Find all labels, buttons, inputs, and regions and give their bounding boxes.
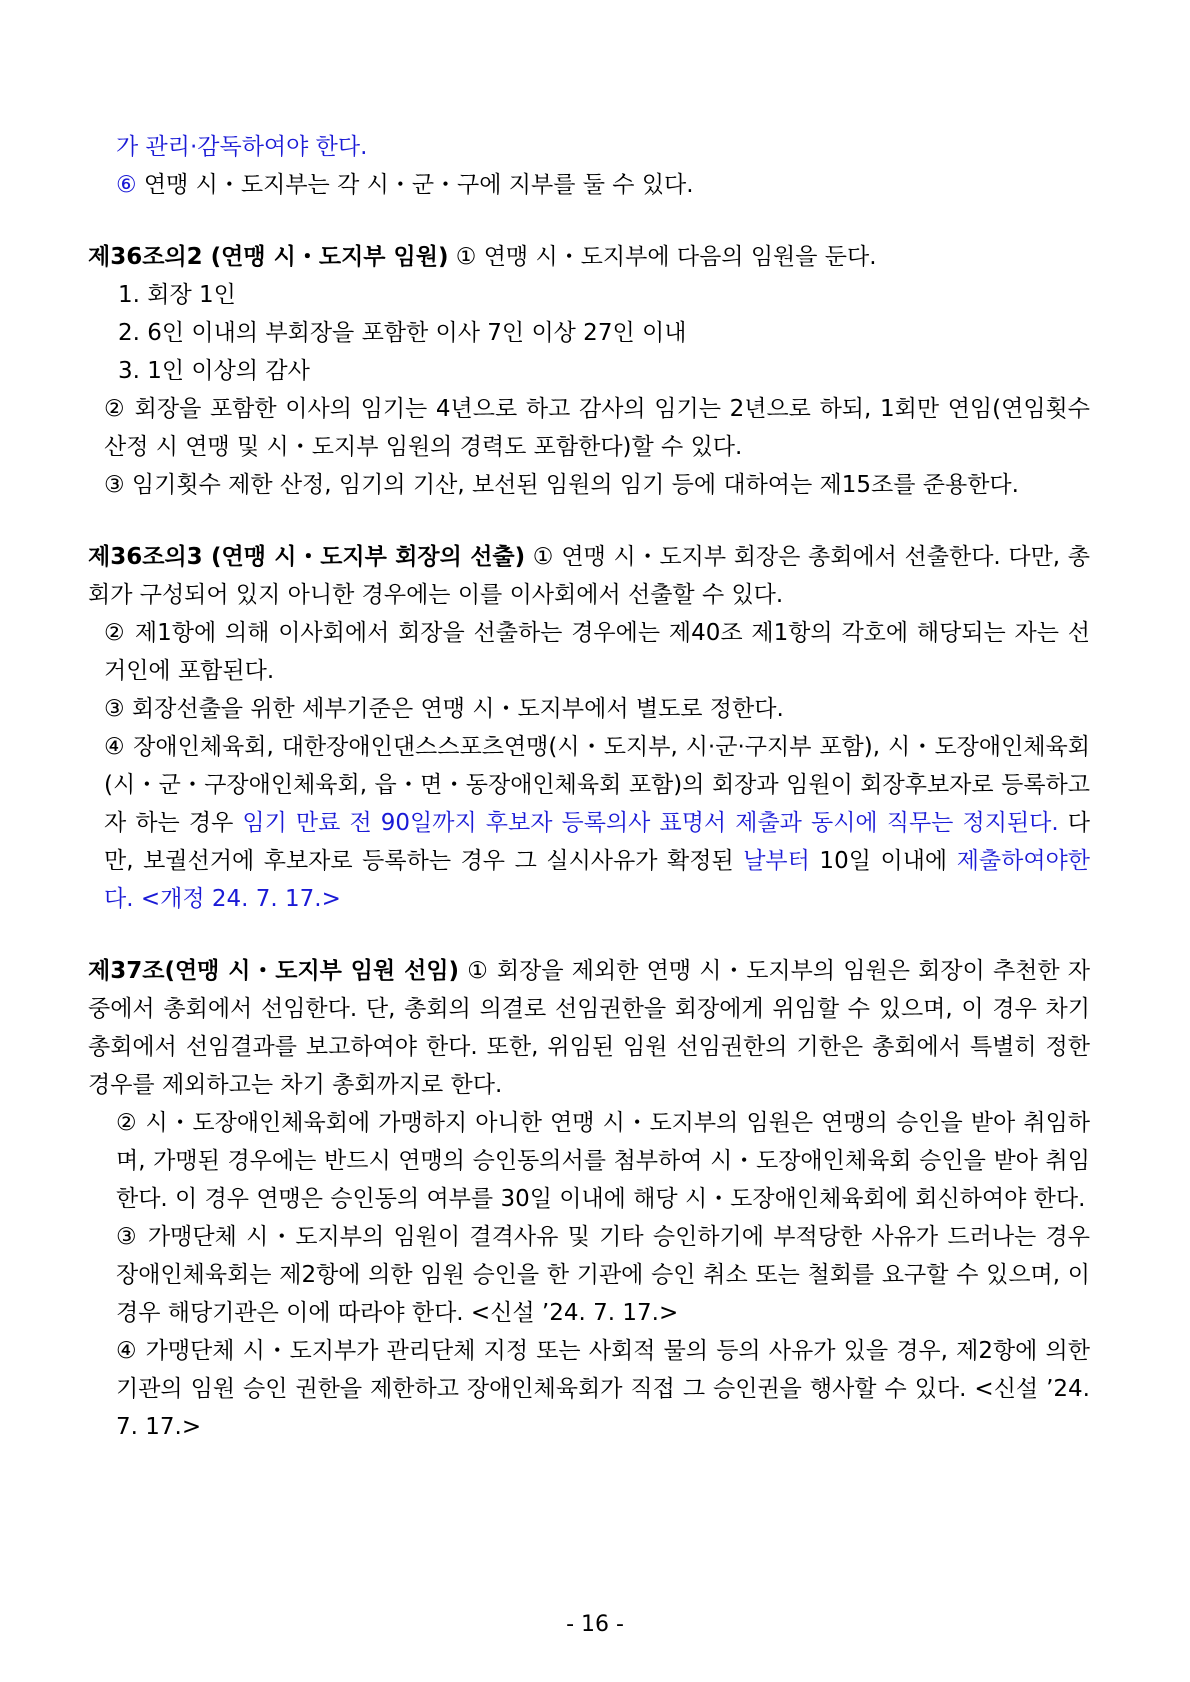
amended-text: 임기 만료 전 90일까지 후보자 등록의사 표명서 제출과 동시에 직무는 정지된다. — [242, 810, 1059, 836]
clause-2: ② 시・도장애인체육회에 가맹하지 아니한 연맹 시・도지부의 임원은 연맹의 승인을 받아 취임하며, 가맹된 경우에는 반드시 연맹의 승인동의서를 첨부하여 시・도장애인체육회 승인을 받아 취임한다. 이 경우 연맹은 승인동의 여부를 30일 이내에 해당 시・도장애인체육회에 회신하여야 한다. — [116, 1110, 1090, 1212]
amended-text: 날부터 — [743, 848, 810, 874]
article-lead — [88, 238, 1090, 276]
continued-line: 가 관리·감독하여야 한다. — [116, 134, 368, 160]
clause-2: ② 회장을 포함한 이사의 임기는 4년으로 하고 감사의 임기는 2년으로 하되, 1회만 연임(연임횟수 산정 시 연맹 및 시・도지부 임원의 경력도 포함한다)할 수 있다. — [104, 396, 1090, 460]
clause-4: ④ 가맹단체 시・도지부가 관리단체 지정 또는 사회적 물의 등의 사유가 있을 경우, 제2항에 의한 기관의 임원 승인 권한을 제한하고 장애인체육회가 직접 그 승인권을 행사할 수 있다. <신설 ’24. 7. 17.> — [116, 1338, 1090, 1440]
paragraph-6 — [88, 166, 1090, 204]
article-heading: 제36조의2 (연맹 시・도지부 임원) — [88, 244, 449, 270]
list-item: 3. 1인 이상의 감사 — [118, 358, 310, 384]
para-number: ⑥ — [116, 172, 137, 198]
clause-2: ② 제1항에 의해 이사회에서 회장을 선출하는 경우에는 제40조 제1항의 각호에 해당되는 자는 선거인에 포함된다. — [104, 620, 1090, 684]
article-lead-text: ① 연맹 시・도지부 회장은 총회에서 선출한다. 다만, 총회가 구성되어 있지 아니한 경우에는 이를 이사회에서 선출할 수 있다. — [88, 544, 1090, 608]
article-lead — [88, 538, 1090, 614]
clause-text: 다만, 보궐선거에 후보자로 등록하는 경우 그 실시사유가 확정된 — [104, 810, 1091, 874]
clause-3: ③ 가맹단체 시・도지부의 임원이 결격사유 및 기타 승인하기에 부적당한 사유가 드러나는 경우 장애인체육회는 제2항에 의한 임원 승인을 한 기관에 승인 취소 또는 철회를 요구할 수 있으며, 이 경우 해당기관은 이에 따라야 한다. <신설 ’24. 7. 17.> — [116, 1224, 1090, 1326]
clause-text: 10일 이내에 — [809, 848, 957, 874]
clause-text: ④ 장애인체육회, 대한장애인댄스스포츠연맹(시・도지부, 시·군·구지부 포함), 시・도장애인체육회(시・군・구장애인체육회, 읍・면・동장애인체육회 포함)의 회장과 임원이 회장후보자로 등록하고자 하는 경우 — [104, 734, 1090, 836]
list-item: 2. 6인 이내의 부회장을 포함한 이사 7인 이상 27인 이내 — [118, 320, 687, 346]
article-lead — [88, 952, 1090, 1104]
clause-3: ③ 임기횟수 제한 산정, 임기의 기산, 보선된 임원의 임기 등에 대하여는 제15조를 준용한다. — [104, 472, 1019, 498]
para-text: 연맹 시・도지부는 각 시・군・구에 지부를 둘 수 있다. — [136, 172, 694, 198]
amended-text: 제출하여야한다. <개정 24. 7. 17.> — [104, 848, 1090, 912]
page-number: - 16 - — [566, 1612, 624, 1637]
article-36-2 — [88, 238, 1090, 504]
article-heading: 제37조(연맹 시・도지부 임원 선임) — [88, 958, 460, 984]
clause-4 — [88, 728, 1090, 918]
list-item: 1. 회장 1인 — [118, 282, 236, 308]
article-lead-text: ① 연맹 시・도지부에 다음의 임원을 둔다. — [448, 244, 877, 270]
article-36-3 — [88, 538, 1090, 918]
article-lead-text: ① 회장을 제외한 연맹 시・도지부의 임원은 회장이 추천한 자 중에서 총회에서 선임한다. 단, 총회의 의결로 선임권한을 회장에게 위임할 수 있으며, 이 경우 차기총회에서 선임결과를 보고하여야 한다. 또한, 위임된 임원 선임권한의 기한은 총회에서 특별히 정한 경우를 제외하고는 차기 총회까지로 한다. — [88, 958, 1091, 1098]
article-heading: 제36조의3 (연맹 시・도지부 회장의 선출) — [88, 544, 526, 570]
clause-3: ③ 회장선출을 위한 세부기준은 연맹 시・도지부에서 별도로 정한다. — [104, 696, 784, 722]
article-37 — [88, 952, 1090, 1446]
document-page — [88, 128, 1090, 1446]
